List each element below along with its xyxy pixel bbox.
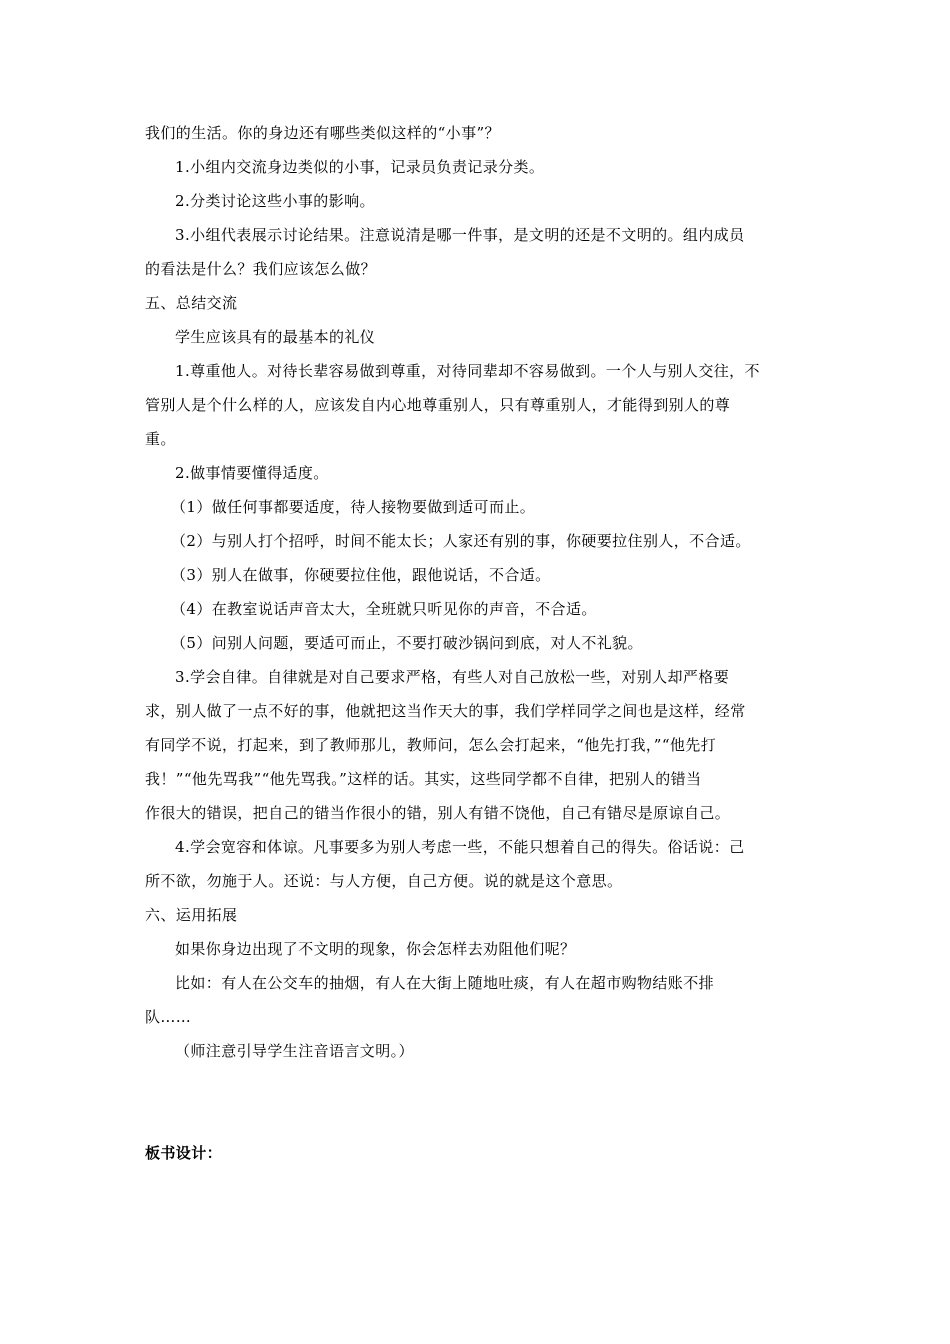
sub-list-item: （3）别人在做事，你硬要拉住他，跟他说话，不合适。 [171, 566, 551, 584]
paragraph: 比如：有人在公交车的抽烟，有人在大街上随地吐痰，有人在超市购物结账不排 [175, 974, 715, 992]
subheading: 学生应该具有的最基本的礼仪 [175, 328, 376, 346]
text-line: 的看法是什么？我们应该怎么做？ [145, 260, 377, 278]
list-item: 3.学会自律。自律就是对自己要求严格，有些人对自己放松一些，对别人却严格要 [175, 668, 730, 686]
sub-list-item: （1）做任何事都要适度，待人接物要做到适可而止。 [171, 498, 536, 516]
section-heading: 六、运用拓展 [145, 906, 238, 924]
board-design-heading: 板书设计： [145, 1144, 223, 1162]
text-line: 管别人是个什么样的人，应该发自内心地尊重别人，只有尊重别人，才能得到别人的尊 [145, 396, 731, 414]
text-line: 重。 [145, 430, 176, 448]
text-line: 作很大的错误，把自己的错当作很小的错，别人有错不饶他，自己有错尽是原谅自己。 [145, 804, 731, 822]
section-heading: 五、总结交流 [145, 294, 238, 312]
list-item: 2.做事情要懂得适度。 [175, 464, 329, 482]
sub-list-item: （5）问别人问题，要适可而止，不要打破沙锅问到底，对人不礼貌。 [171, 634, 643, 652]
text-line: 有同学不说，打起来，到了教师那儿，教师问，怎么会打起来，“他先打我，”“他先打 [145, 736, 717, 754]
sub-list-item: （2）与别人打个招呼，时间不能太长；人家还有别的事，你硬要拉住别人，不合适。 [171, 532, 751, 550]
text-line: 我们的生活。你的身边还有哪些类似这样的“小事”？ [145, 124, 500, 142]
list-item: 1.小组内交流身边类似的小事，记录员负责记录分类。 [175, 158, 545, 176]
document-page [145, 116, 805, 1170]
list-item: 4.学会宽容和体谅。凡事要多为别人考虑一些，不能只想着自己的得失。俗话说：己 [175, 838, 745, 856]
text-line: 队…… [145, 1008, 192, 1026]
text-line: 我！”“他先骂我”“他先骂我。”这样的话。其实，这些同学都不自律，把别人的错当 [145, 770, 702, 788]
teacher-note: （师注意引导学生注音语言文明。） [175, 1042, 414, 1060]
paragraph: 如果你身边出现了不文明的现象，你会怎样去劝阻他们呢？ [175, 940, 576, 958]
text-line: 所不欲，勿施于人。还说：与人方便，自己方便。说的就是这个意思。 [145, 872, 623, 890]
list-item: 1.尊重他人。对待长辈容易做到尊重，对待同辈却不容易做到。一个人与别人交往，不 [175, 362, 760, 380]
list-item: 3.小组代表展示讨论结果。注意说清是哪一件事，是文明的还是不文明的。组内成员 [175, 226, 745, 244]
text-line: 求，别人做了一点不好的事，他就把这当作天大的事，我们学样同学之间也是这样，经常 [145, 702, 746, 720]
sub-list-item: （4）在教室说话声音太大，全班就只听见你的声音，不合适。 [171, 600, 597, 618]
list-item: 2.分类讨论这些小事的影响。 [175, 192, 375, 210]
